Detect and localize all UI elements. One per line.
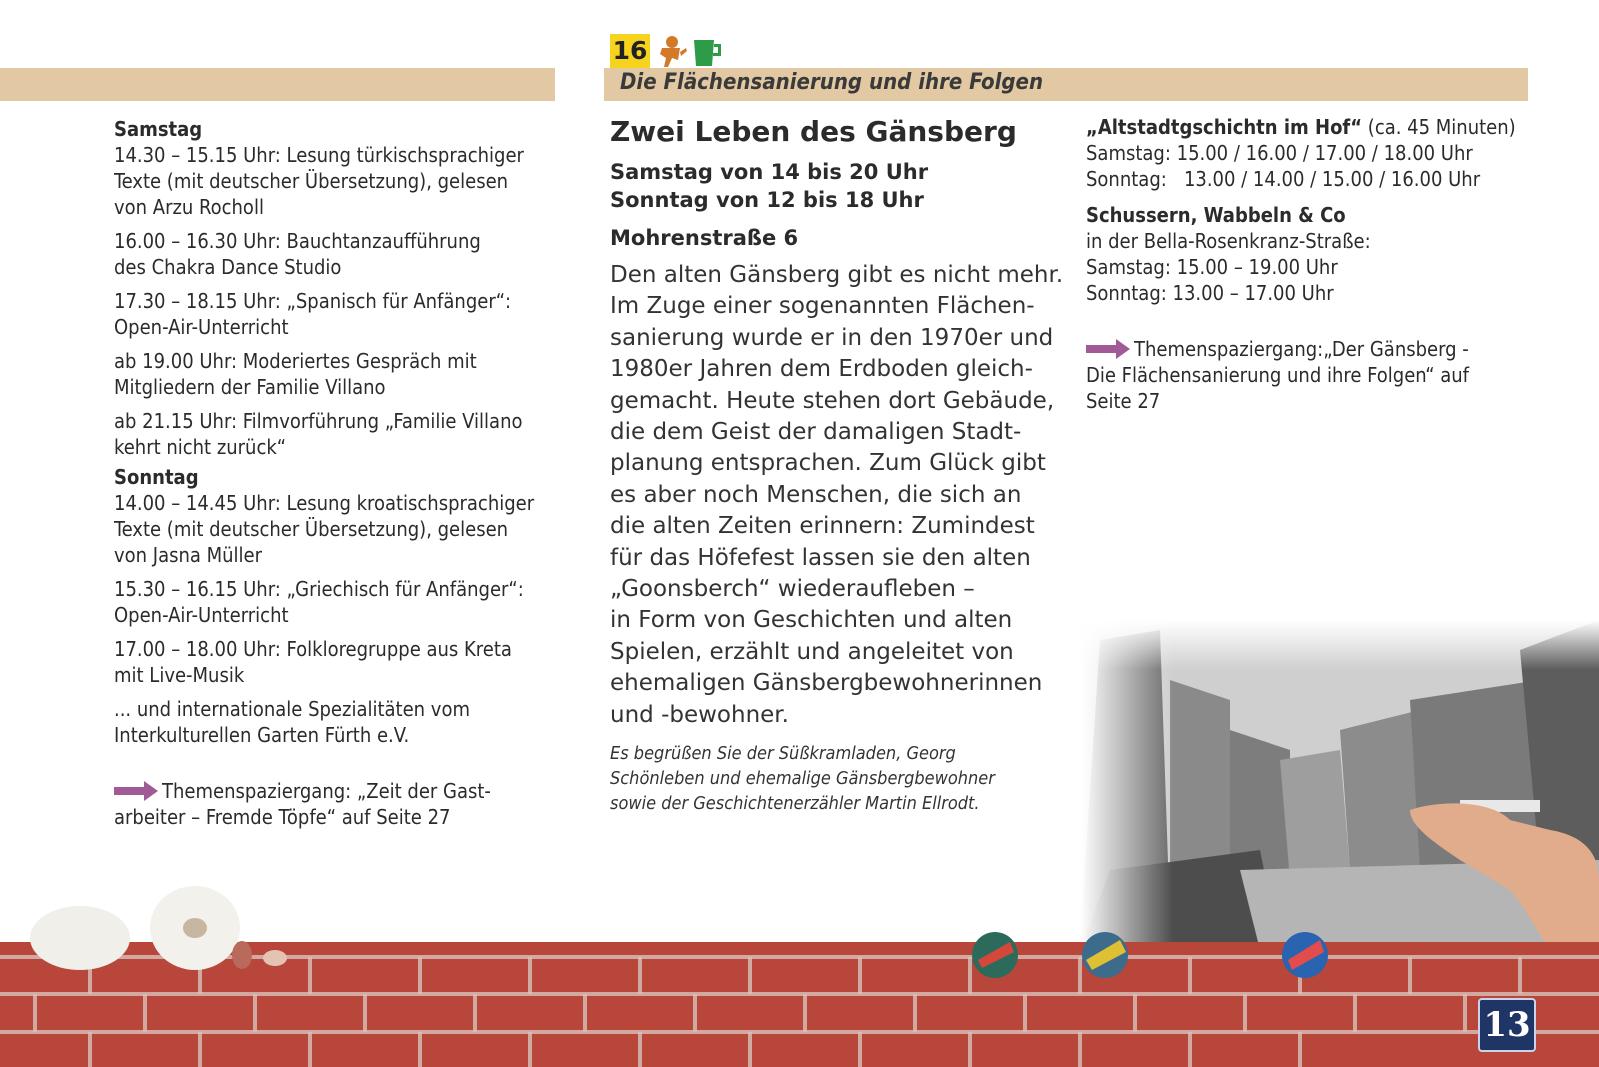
event1-heading [1086,114,1526,140]
event-number-badge: 16 [610,34,650,68]
body-line: ehemaligen Gänsbergbewohnerinnen [610,670,1043,697]
entry-line: von Arzu Rocholl [114,195,264,219]
page-number: 13 [1478,998,1536,1052]
right-column [1086,114,1526,414]
entry-line: ab 19.00 Uhr: Moderiertes Gespräch mit [114,349,477,373]
body-line: die alten Zeiten erinnern: Zumindest [610,513,1035,540]
entry-line: Texte (mit deutscher Übersetzung), gelesen [114,169,509,193]
schedule-saturday: Samstag von 14 bis 20 Uhr [610,160,929,184]
entry-line: von Jasna Müller [114,543,263,567]
event-title: Zwei Leben des Gänsberg [610,115,1017,148]
schedule-entry [114,576,554,628]
tour-link[interactable] [114,778,554,830]
schedule-entry [114,408,554,460]
tour-link-line-2: Die Flächensanierung und ihre Folgen“ auf [1086,363,1470,387]
garlic-decoration [20,880,310,970]
tour-link[interactable] [1086,336,1526,414]
entry-line: Open-Air-Unterricht [114,603,289,627]
event1-title: „Altstadtgschichtn im Hof“ [1086,115,1363,139]
sunday-heading: Sonntag [114,465,199,489]
tour-link-line-1 [1086,336,1526,362]
event2-line: in der Bella-Rosenkranz-Straße: [1086,229,1371,253]
saturday-heading: Samstag [114,117,203,141]
event-note [610,741,1050,816]
left-column [114,116,554,830]
arrow-right-icon [114,781,158,801]
entry-line: ... und internationale Spezialitäten vom [114,697,470,721]
entry-line: des Chakra Dance Studio [114,255,342,279]
schedule-entry [114,636,554,688]
green-cup-icon [690,34,724,68]
body-line: Den alten Gänsberg gibt es nicht mehr. [610,262,1064,288]
body-line: Spielen, erzählt und angeleitet von [610,638,1014,665]
dog-figure-icon [654,34,688,68]
body-line: sanierung wurde er in den 1970er und [610,324,1054,351]
body-line: „Goonsberch“ wiederaufleben – [610,576,975,603]
entry-line: 15.30 – 16.15 Uhr: „Griechisch für Anfänger“: [114,577,524,601]
event2-line: Samstag: 15.00 – 19.00 Uhr [1086,255,1338,279]
entry-line: 16.00 – 16.30 Uhr: Bauchtanzaufführung [114,229,481,253]
marbles-decoration [970,930,1330,980]
arrow-right-icon [1086,339,1130,359]
left-header-bar [0,68,555,101]
body-line: in Form von Geschichten und alten [610,607,1013,634]
tour-link-line-2: arbeiter – Fremde Töpfe“ auf Seite 27 [114,805,451,829]
tour-link-line-1 [114,778,554,804]
body-line: 1980er Jahren dem Erdboden gleich- [610,356,1033,383]
entry-line: Interkulturellen Garten Fürth e.V. [114,723,410,747]
tour-link-text: Themenspaziergang:„Der Gänsberg - [1134,337,1469,361]
section-title: Die Flächensanierung und ihre Folgen [620,70,1044,95]
entry-line: 14.00 – 14.45 Uhr: Lesung kroatischsprachiger [114,491,535,515]
entry-line: 14.30 – 15.15 Uhr: Lesung türkischsprachiger [114,143,524,167]
body-line: die dem Geist der damaligen Stadt- [610,419,1022,446]
event-address: Mohrenstraße 6 [610,226,799,250]
body-line: planung entsprachen. Zum Glück gibt [610,450,1046,477]
event1-line: Sonntag: 13.00 / 14.00 / 15.00 / 16.00 Uhr [1086,167,1481,191]
entry-line: Open-Air-Unterricht [114,315,289,339]
entry-line: 17.00 – 18.00 Uhr: Folkloregruppe aus Kreta [114,637,512,661]
event1-duration: (ca. 45 Minuten) [1362,115,1516,139]
entry-line: 17.30 – 18.15 Uhr: „Spanisch für Anfänger“: [114,289,512,313]
schedule-sunday: Sonntag von 12 bis 18 Uhr [610,188,924,212]
schedule-entry [114,142,554,220]
entry-line: Texte (mit deutscher Übersetzung), gelesen [114,517,509,541]
historic-street-photo [1080,620,1599,950]
event2-title: Schussern, Wabbeln & Co [1086,203,1346,227]
note-line: Es begrüßen Sie der Süßkramladen, Georg [610,743,956,765]
event1-line: Samstag: 15.00 / 16.00 / 17.00 / 18.00 Uhr [1086,141,1473,165]
note-line: sowie der Geschichtenerzähler Martin Ellrodt. [610,793,980,815]
schedule-entry [114,490,554,568]
event-description [610,260,1064,731]
schedule-entry [114,228,554,280]
event2-line: Sonntag: 13.00 – 17.00 Uhr [1086,281,1334,305]
body-line: gemacht. Heute stehen dort Gebäude, [610,387,1055,414]
entry-line: ab 21.15 Uhr: Filmvorführung „Familie Villano [114,409,523,433]
body-line: für das Höfefest lassen sie den alten [610,544,1031,571]
entry-line: kehrt nicht zurück“ [114,435,287,459]
schedule-entry [114,348,554,400]
body-line: Im Zuge einer sogenannten Flächen- [610,293,1035,320]
schedule-entry [114,288,554,340]
note-line: Schönleben und ehemalige Gänsbergbewohner [610,768,995,790]
tour-link-text: Themenspaziergang: „Zeit der Gast- [162,779,491,803]
tour-link-line-3: Seite 27 [1086,389,1161,413]
entry-line: Mitgliedern der Familie Villano [114,375,386,399]
entry-line: mit Live-Musik [114,663,245,687]
body-line: und -bewohner. [610,701,789,728]
middle-column [610,114,1064,816]
schedule-entry [114,696,554,748]
body-line: es aber noch Menschen, die sich an [610,481,1022,508]
